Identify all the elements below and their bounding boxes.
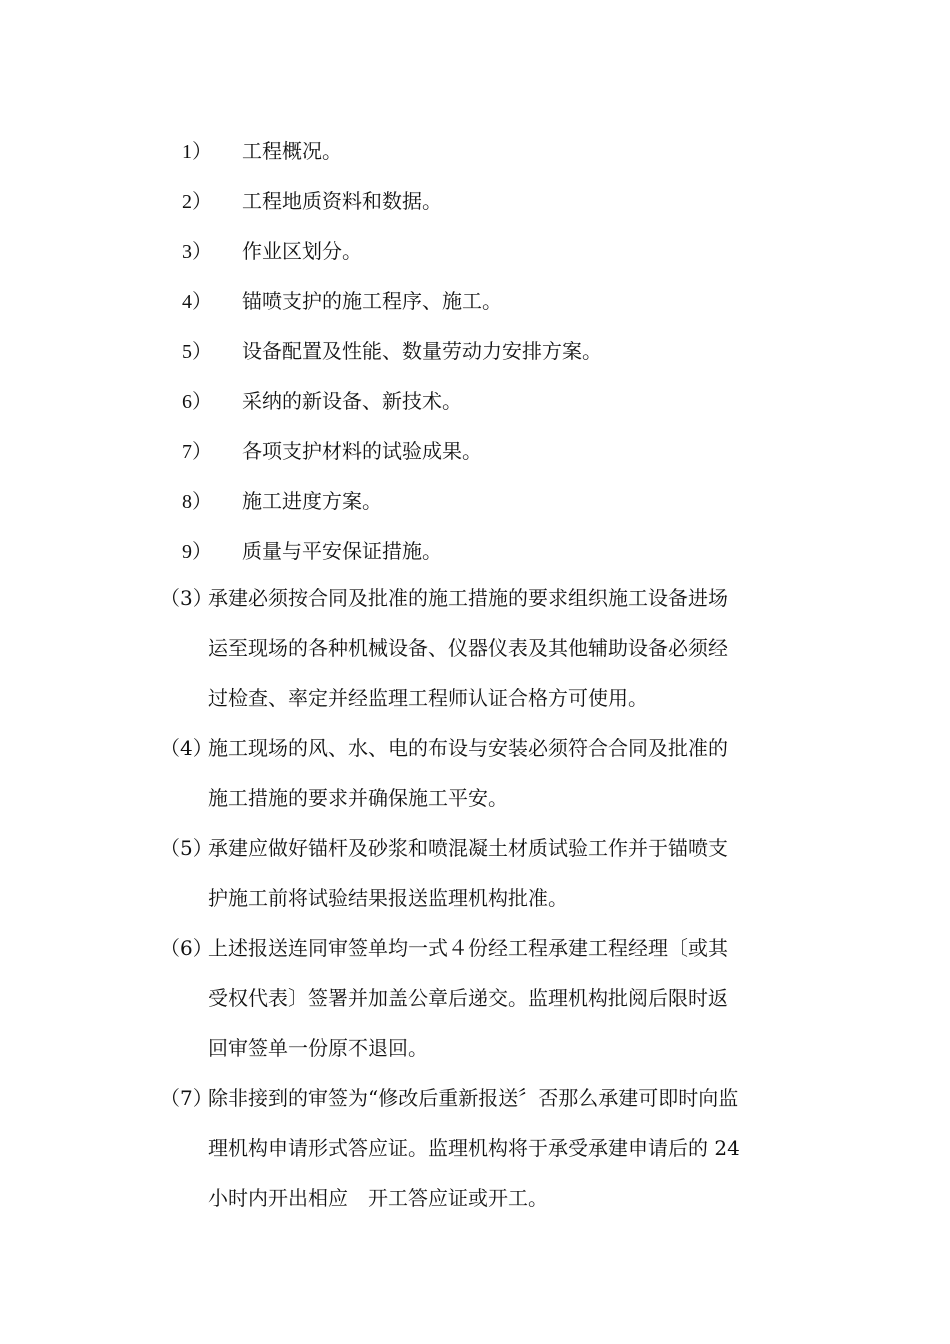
list-item xyxy=(182,526,602,576)
list-item xyxy=(182,276,602,326)
item-number: 2） xyxy=(182,191,212,213)
paragraph-list xyxy=(160,573,810,1223)
paragraph-line: 运至现场的各种机械设备、仪器仪表及其他辅助设备必须经 xyxy=(208,636,728,660)
sub-item-list xyxy=(182,126,602,576)
paragraph-line: 施工措施的要求并确保施工平安。 xyxy=(208,786,508,810)
paragraph-line: 承建应做好锚杆及砂浆和喷混凝土材质试验工作并于锚喷支 xyxy=(208,836,728,860)
list-item xyxy=(182,326,602,376)
numbered-paragraph xyxy=(160,723,810,823)
item-text: 施工进度方案。 xyxy=(242,489,382,513)
numbered-paragraph xyxy=(160,923,810,1073)
paragraph-number: （6） xyxy=(160,936,213,960)
paragraph-line: 除非接到的审签为“修改后重新报送〞否那么承建可即时向监 xyxy=(208,1086,739,1110)
paragraph-number: （3） xyxy=(160,586,213,610)
item-text: 作业区划分。 xyxy=(242,239,362,263)
item-number: 9） xyxy=(182,541,212,563)
item-text: 各项支护材料的试验成果。 xyxy=(242,439,482,463)
item-number: 1） xyxy=(182,141,212,163)
list-item xyxy=(182,176,602,226)
list-item xyxy=(182,126,602,176)
item-number: 5） xyxy=(182,341,212,363)
paragraph-line: 上述报送连同审签单均一式４份经工程承建工程经理〔或其 xyxy=(208,936,728,960)
item-text: 工程地质资料和数据。 xyxy=(242,189,442,213)
paragraph-line: 回审签单一份原不退回。 xyxy=(208,1036,428,1060)
paragraph-number: （5） xyxy=(160,836,213,860)
item-number: 3） xyxy=(182,241,212,263)
paragraph-number: （7） xyxy=(160,1086,213,1110)
paragraph-line: 承建必须按合同及批准的施工措施的要求组织施工设备进场 xyxy=(208,586,728,610)
paragraph-line: 过检查、率定并经监理工程师认证合格方可使用。 xyxy=(208,686,648,710)
item-text: 采纳的新设备、新技术。 xyxy=(242,389,462,413)
item-number: 4） xyxy=(182,291,212,313)
paragraph-line: 理机构申请形式答应证。监理机构将于承受承建申请后的 24 xyxy=(208,1136,740,1160)
paragraph-line: 施工现场的风、水、电的布设与安装必须符合合同及批准的 xyxy=(208,736,728,760)
list-item xyxy=(182,476,602,526)
item-text: 工程概况。 xyxy=(242,139,342,163)
list-item xyxy=(182,426,602,476)
item-text: 设备配置及性能、数量劳动力安排方案。 xyxy=(242,339,602,363)
item-text: 锚喷支护的施工程序、施工。 xyxy=(242,289,502,313)
numbered-paragraph xyxy=(160,823,810,923)
paragraph-line: 小时内开出相应 开工答应证或开工。 xyxy=(208,1186,548,1210)
item-number: 7） xyxy=(182,441,212,463)
item-text: 质量与平安保证措施。 xyxy=(242,539,442,563)
item-number: 8） xyxy=(182,491,212,513)
list-item xyxy=(182,376,602,426)
paragraph-line: 护施工前将试验结果报送监理机构批准。 xyxy=(208,886,568,910)
numbered-paragraph xyxy=(160,1073,810,1223)
numbered-paragraph xyxy=(160,573,810,723)
item-number: 6） xyxy=(182,391,212,413)
paragraph-line: 受权代表〕签署并加盖公章后递交。监理机构批阅后限时返 xyxy=(208,986,728,1010)
paragraph-number: （4） xyxy=(160,736,213,760)
list-item xyxy=(182,226,602,276)
